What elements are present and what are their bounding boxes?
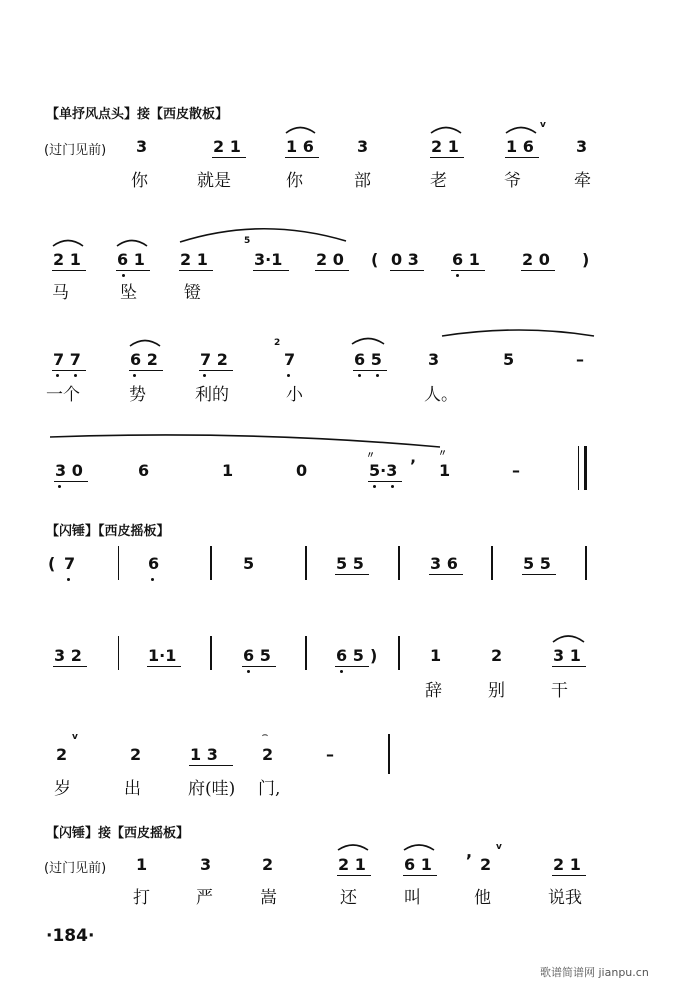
note: 6 bbox=[148, 554, 160, 573]
lyric: 岁 bbox=[54, 779, 71, 799]
note: 5 bbox=[243, 554, 255, 573]
note: 3 2 bbox=[54, 646, 82, 665]
slur bbox=[180, 229, 346, 242]
lyric: 严 bbox=[196, 888, 213, 908]
lyric: 别 bbox=[488, 681, 505, 701]
lyric: 马 bbox=[52, 283, 69, 303]
note: 2 bbox=[491, 646, 503, 665]
note: 5 5 bbox=[523, 554, 551, 573]
note: 3 bbox=[357, 137, 369, 156]
slur bbox=[117, 241, 147, 247]
slur bbox=[50, 435, 440, 447]
note: 3 1 bbox=[553, 646, 581, 665]
breath-mark: v bbox=[540, 120, 546, 130]
note: 2 1 bbox=[180, 250, 208, 269]
grace-note: 2 bbox=[274, 338, 281, 348]
lyric: 说我 bbox=[548, 888, 582, 908]
note: 1 bbox=[439, 461, 451, 480]
note: 6 bbox=[138, 461, 150, 480]
slur bbox=[352, 339, 384, 345]
note: 2 bbox=[262, 745, 274, 764]
note: 5 bbox=[503, 350, 515, 369]
mordent-mark: 〃 bbox=[438, 449, 448, 459]
lyric: 人。 bbox=[424, 385, 458, 405]
lyric: 出 bbox=[124, 779, 141, 799]
lyric: 镫 bbox=[184, 283, 201, 303]
note: 1 3 bbox=[190, 745, 218, 764]
note: 1·1 bbox=[148, 646, 177, 665]
note: 1 bbox=[222, 461, 234, 480]
page-number: ·184· bbox=[46, 926, 95, 946]
paren-close: ) bbox=[582, 250, 590, 269]
note: 7 bbox=[284, 350, 296, 369]
note: 3 bbox=[576, 137, 588, 156]
section-header: 【单抒风点头】接【西皮散板】 bbox=[46, 107, 229, 122]
lyric: 利的 bbox=[195, 385, 229, 405]
note: 2 bbox=[56, 745, 68, 764]
dash: – bbox=[576, 350, 584, 369]
note: 2 bbox=[130, 745, 142, 764]
lyric: 还 bbox=[340, 888, 357, 908]
breath-mark: v bbox=[72, 732, 78, 742]
lyric: 牵 bbox=[574, 171, 591, 191]
slur bbox=[442, 330, 594, 336]
note: 6 1 bbox=[452, 250, 480, 269]
slur bbox=[506, 128, 536, 134]
watermark: 歌谱简谱网 jianpu.cn bbox=[540, 966, 649, 979]
lyric: 爷 bbox=[504, 171, 521, 191]
note: 5 5 bbox=[336, 554, 364, 573]
note: 6 2 bbox=[130, 350, 158, 369]
paren-open: ( bbox=[48, 554, 56, 573]
slur bbox=[431, 128, 461, 134]
note: 2 1 bbox=[553, 855, 581, 874]
lyric: 你 bbox=[131, 171, 148, 191]
section-header: 【闪锤】接【西皮摇板】 bbox=[46, 826, 190, 841]
note: 2 1 bbox=[213, 137, 241, 156]
note: 6 5 bbox=[354, 350, 382, 369]
lyric: 一个 bbox=[46, 385, 80, 405]
lyric: 干 bbox=[551, 681, 568, 701]
note: 3·1 bbox=[254, 250, 283, 269]
lyric: 叫 bbox=[404, 888, 421, 908]
note: 3 bbox=[428, 350, 440, 369]
note: 3 6 bbox=[430, 554, 458, 573]
breath-mark: , bbox=[466, 842, 473, 861]
note: 1 6 bbox=[506, 137, 534, 156]
lyric: 他 bbox=[474, 888, 491, 908]
note: 7 2 bbox=[200, 350, 228, 369]
note: 3 0 bbox=[55, 461, 83, 480]
note: 2 1 bbox=[53, 250, 81, 269]
note: 0 bbox=[296, 461, 308, 480]
paren-close: ) bbox=[370, 646, 378, 665]
paren-open: ( bbox=[371, 250, 379, 269]
lyric: 你 bbox=[286, 171, 303, 191]
lyric: 打 bbox=[133, 888, 150, 908]
note: 7 7 bbox=[53, 350, 81, 369]
note: 2 1 bbox=[431, 137, 459, 156]
note: 6 5 bbox=[243, 646, 271, 665]
note: 0 3 bbox=[391, 250, 419, 269]
slur bbox=[404, 845, 434, 850]
dash: – bbox=[512, 461, 520, 480]
lyric: 府(哇) bbox=[188, 779, 236, 799]
note: 2 bbox=[262, 855, 274, 874]
breath-mark: v bbox=[496, 842, 502, 852]
lyric: 坠 bbox=[120, 283, 137, 303]
mordent-mark: 〃 bbox=[366, 451, 376, 461]
lyric: 门, bbox=[258, 779, 281, 799]
lyric: 老 bbox=[430, 171, 447, 191]
lyric: 就是 bbox=[197, 171, 231, 191]
note: 2 0 bbox=[522, 250, 550, 269]
note: 6 1 bbox=[404, 855, 432, 874]
note: 1 6 bbox=[286, 137, 314, 156]
note: 1 bbox=[430, 646, 442, 665]
grace-note: 5 bbox=[244, 236, 251, 246]
lyric: 辞 bbox=[425, 681, 442, 701]
section-header: 【闪锤】【西皮摇板】 bbox=[46, 524, 170, 539]
note: 2 0 bbox=[316, 250, 344, 269]
note: 5·3 bbox=[369, 461, 398, 480]
fermata: ⌢ bbox=[262, 730, 268, 740]
slur bbox=[286, 128, 315, 134]
note: 2 1 bbox=[338, 855, 366, 874]
prelude-label: (过门见前) bbox=[44, 861, 107, 876]
lyric: 嵩 bbox=[260, 888, 277, 908]
note: 2 bbox=[480, 855, 492, 874]
note: 7 bbox=[64, 554, 76, 573]
note: 6 5 bbox=[336, 646, 364, 665]
note: 6 1 bbox=[117, 250, 145, 269]
breath-mark: ’ bbox=[410, 456, 417, 475]
note: 3 bbox=[200, 855, 212, 874]
dash: – bbox=[326, 745, 334, 764]
note: 1 bbox=[136, 855, 148, 874]
lyric: 势 bbox=[129, 385, 146, 405]
note: 3 bbox=[136, 137, 148, 156]
slur bbox=[53, 241, 83, 247]
lyric: 小 bbox=[286, 385, 303, 405]
slur bbox=[553, 636, 584, 642]
lyric: 部 bbox=[354, 171, 371, 191]
slur bbox=[130, 341, 160, 347]
slur bbox=[338, 845, 368, 850]
prelude-label: (过门见前) bbox=[44, 143, 107, 158]
